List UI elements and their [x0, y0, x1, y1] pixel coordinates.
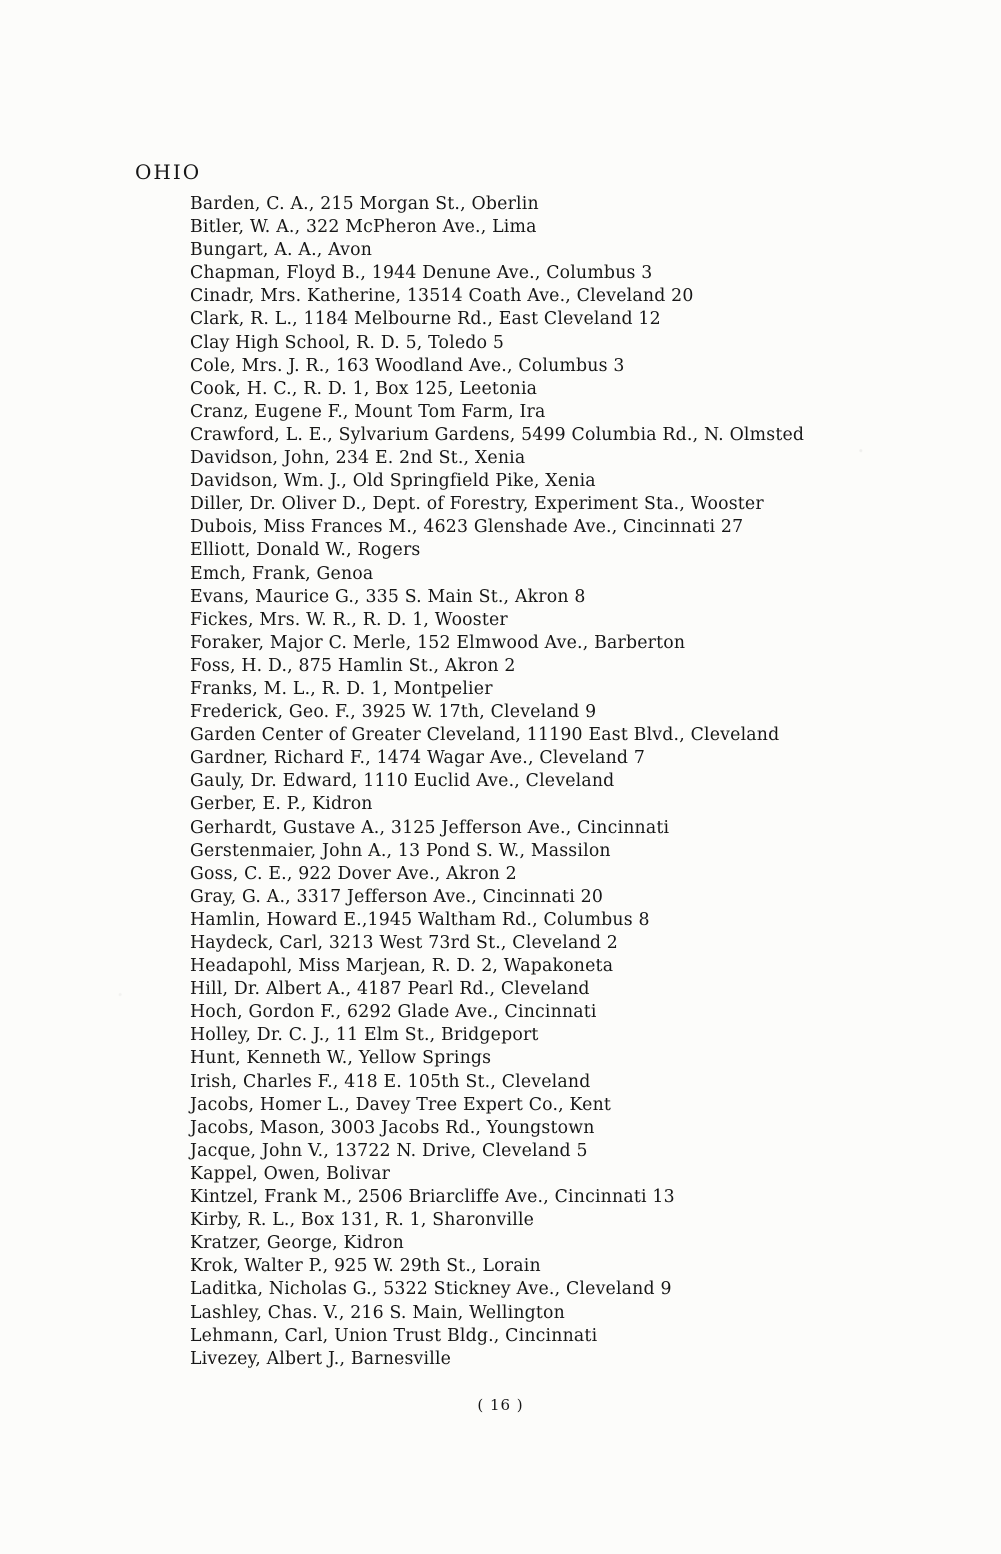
directory-entry: Foraker, Major C. Merle, 152 Elmwood Ave., Barberton [190, 632, 686, 653]
state-heading: OHIO [135, 160, 202, 184]
directory-entry: Gauly, Dr. Edward, 1110 Euclid Ave., Cleveland [190, 771, 615, 792]
directory-entry: Clay High School, R. D. 5, Toledo 5 [190, 332, 505, 353]
directory-entry: Jacobs, Homer L., Davey Tree Expert Co., Kent [190, 1094, 612, 1115]
directory-entry: Gerstenmaier, John A., 13 Pond S. W., Massilon [190, 840, 611, 861]
directory-entry: Bungart, A. A., Avon [190, 240, 373, 261]
directory-entry: Gerber, E. P., Kidron [190, 794, 373, 815]
directory-entry: Cook, H. C., R. D. 1, Box 125, Leetonia [190, 378, 538, 399]
directory-entry: Headapohl, Miss Marjean, R. D. 2, Wapakoneta [190, 956, 614, 977]
directory-entry: Hunt, Kenneth W., Yellow Springs [190, 1048, 492, 1069]
directory-entry: Haydeck, Carl, 3213 West 73rd St., Cleveland 2 [190, 933, 618, 953]
directory-entry: Gardner, Richard F., 1474 Wagar Ave., Cleveland 7 [190, 748, 646, 769]
directory-entry: Diller, Dr. Oliver D., Dept. of Forestry, Experiment Sta., Wooster [190, 494, 764, 515]
directory-entry: Gray, G. A., 3317 Jefferson Ave., Cincinnati 20 [190, 886, 604, 907]
directory-entry: Hill, Dr. Albert A., 4187 Pearl Rd., Cleveland [190, 979, 590, 1000]
directory-entry: Davidson, Wm. J., Old Springfield Pike, Xenia [190, 471, 596, 492]
directory-entry: Clark, R. L., 1184 Melbourne Rd., East Cleveland 12 [190, 309, 661, 330]
directory-entry: Emch, Frank, Genoa [190, 563, 374, 584]
directory-entry: Bitler, W. A., 322 McPheron Ave., Lima [190, 217, 537, 238]
directory-entry: Lehmann, Carl, Union Trust Bldg., Cincinnati [190, 1325, 598, 1346]
directory-entry: Livezey, Albert J., Barnesville [190, 1348, 452, 1369]
directory-entry: Kratzer, George, Kidron [190, 1233, 404, 1254]
directory-entry: Crawford, L. E., Sylvarium Gardens, 5499 Columbia Rd., N. Olmsted [190, 424, 805, 445]
directory-entry: Chapman, Floyd B., 1944 Denune Ave., Columbus 3 [190, 263, 653, 284]
directory-entry: Goss, C. E., 922 Dover Ave., Akron 2 [190, 863, 517, 884]
page-number: ( 16 ) [477, 1396, 524, 1414]
directory-entry: Kintzel, Frank M., 2506 Briarcliffe Ave., Cincinnati 13 [190, 1187, 675, 1208]
directory-entry: Evans, Maurice G., 335 S. Main St., Akron 8 [190, 586, 586, 607]
directory-entry: Foss, H. D., 875 Hamlin St., Akron 2 [190, 655, 516, 676]
directory-entry: Gerhardt, Gustave A., 3125 Jefferson Ave., Cincinnati [190, 817, 670, 838]
directory-entry: Elliott, Donald W., Rogers [190, 540, 421, 561]
directory-entry: Kirby, R. L., Box 131, R. 1, Sharonville [190, 1210, 535, 1231]
directory-entry: Kappel, Owen, Bolivar [190, 1163, 391, 1184]
directory-entry: Cranz, Eugene F., Mount Tom Farm, Ira [190, 401, 546, 422]
directory-entry: Krok, Walter P., 925 W. 29th St., Lorain [190, 1256, 541, 1277]
directory-entry: Davidson, John, 234 E. 2nd St., Xenia [190, 448, 526, 469]
directory-entry: Barden, C. A., 215 Morgan St., Oberlin [190, 194, 539, 214]
directory-entry: Cinadr, Mrs. Katherine, 13514 Coath Ave., Cleveland 20 [190, 286, 694, 307]
directory-entry: Holley, Dr. C. J., 11 Elm St., Bridgeport [190, 1025, 539, 1046]
directory-entry: Laditka, Nicholas G., 5322 Stickney Ave., Cleveland 9 [190, 1279, 672, 1300]
directory-entry: Irish, Charles F., 418 E. 105th St., Cleveland [190, 1071, 591, 1092]
directory-entry: Frederick, Geo. F., 3925 W. 17th, Cleveland 9 [190, 702, 597, 723]
directory-entry: Hoch, Gordon F., 6292 Glade Ave., Cincinnati [190, 1002, 597, 1023]
directory-entry: Cole, Mrs. J. R., 163 Woodland Ave., Columbus 3 [190, 355, 625, 376]
directory-list [190, 193, 804, 1371]
directory-entry: Dubois, Miss Frances M., 4623 Glenshade Ave., Cincinnati 27 [190, 517, 744, 538]
directory-entry: Jacobs, Mason, 3003 Jacobs Rd., Youngstown [190, 1117, 595, 1138]
directory-entry: Garden Center of Greater Cleveland, 11190 East Blvd., Cleveland [190, 725, 780, 746]
directory-entry: Franks, M. L., R. D. 1, Montpelier [190, 678, 493, 699]
directory-entry: Lashley, Chas. V., 216 S. Main, Wellington [190, 1302, 565, 1323]
directory-entry: Jacque, John V., 13722 N. Drive, Cleveland 5 [190, 1140, 588, 1161]
directory-entry: Hamlin, Howard E.,1945 Waltham Rd., Columbus 8 [190, 909, 650, 930]
directory-entry: Fickes, Mrs. W. R., R. D. 1, Wooster [190, 609, 508, 630]
